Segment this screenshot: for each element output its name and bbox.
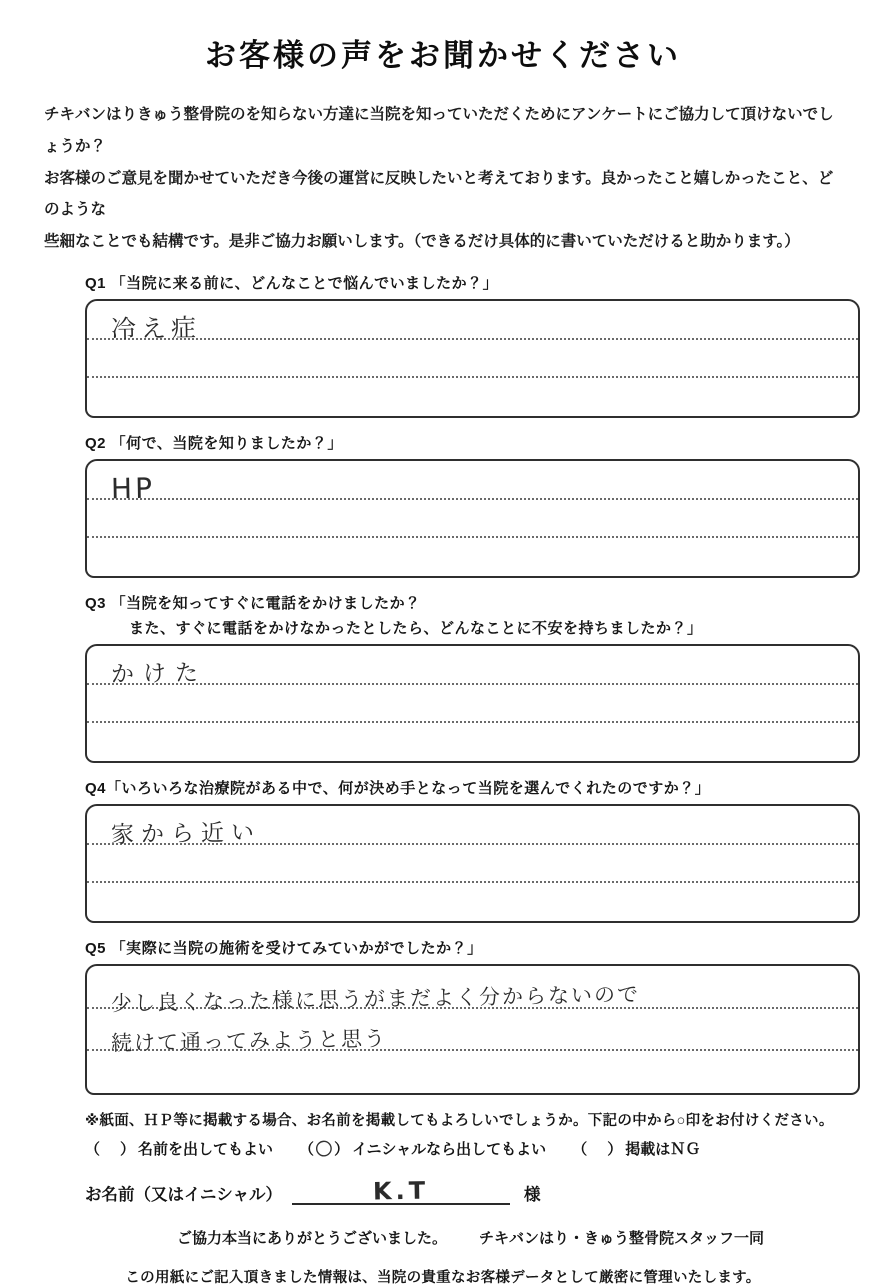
close-paren: ）	[120, 1140, 136, 1158]
page-title: お客様の声をお聞かせください	[205, 38, 681, 74]
answer-line	[87, 462, 858, 506]
question-label-q3-line2: また、すぐに電話をかけなかったとしたら、どんなことに不安を持ちましたか？」	[129, 619, 703, 637]
answer-box-q1	[85, 299, 860, 418]
answer-box-q4	[85, 804, 860, 923]
name-label: お名前（又はイニシャル）	[85, 1185, 283, 1204]
consent-option-ng	[572, 1138, 700, 1159]
handwritten-answer-q1: 冷え症	[110, 313, 202, 344]
consent-option-full-name	[85, 1138, 273, 1159]
close-paren: ）	[334, 1140, 350, 1158]
question-block-q1	[85, 272, 860, 418]
handwritten-initials: K.T	[372, 1176, 430, 1206]
answer-line	[87, 1009, 858, 1056]
open-paren: （	[299, 1140, 315, 1158]
publication-consent-section	[85, 1109, 866, 1159]
consent-option-label: 掲載はＮＧ	[625, 1140, 701, 1158]
thanks-line	[0, 1227, 886, 1248]
consent-note: ※紙面、ＨＰ等に掲載する場合、お名前を掲載してもよろしいでしょうか。下記の中から○印をお付けください。	[85, 1112, 834, 1129]
question-label-q2: Q2 「何で、当院を知りましたか？」	[85, 434, 343, 452]
question-block-q5	[85, 937, 860, 1095]
open-paren: （	[572, 1140, 588, 1158]
consent-option-label: 名前を出してもよい	[138, 1140, 274, 1158]
intro-line-1: チキバンはりきゅう整骨院のを知らない方達に当院を知っていただくためにアンケートにご協力して頂けないでしょうか？	[44, 106, 834, 155]
name-field	[85, 1175, 866, 1205]
answer-line	[87, 685, 858, 723]
answer-box-q2	[85, 459, 860, 578]
answer-line	[87, 538, 858, 576]
circle-mark-empty	[587, 1154, 607, 1155]
answer-line	[87, 723, 858, 761]
name-underline	[292, 1175, 510, 1205]
answer-line	[87, 845, 858, 883]
answer-line	[87, 1051, 858, 1093]
intro-paragraph	[44, 99, 846, 258]
circle-mark-empty	[100, 1154, 120, 1155]
open-paren: （	[85, 1140, 101, 1158]
question-block-q2	[85, 432, 860, 578]
answer-line	[87, 647, 858, 688]
handwritten-answer-q2: HP	[110, 471, 156, 506]
question-block-q4	[85, 777, 860, 923]
handwritten-answer-q5-line2: 続けて通ってみようと思う	[110, 1026, 388, 1056]
handwritten-answer-q5-line1: 少し良くなった様に思うがまだよく分からないので	[110, 982, 641, 1016]
answer-box-q5	[85, 964, 860, 1095]
answer-box-q3	[85, 644, 860, 763]
intro-line-2: お客様のご意見を聞かせていただき今後の運営に反映したいと考えております。良かったこと嬉しかったこと、どのような	[44, 169, 834, 219]
question-block-q3	[85, 592, 860, 763]
answer-line	[87, 967, 858, 1016]
circle-mark-selected: 〇	[314, 1139, 334, 1161]
answer-line	[87, 807, 858, 849]
answer-line	[87, 302, 858, 344]
answer-line	[87, 340, 858, 378]
consent-option-initials	[299, 1138, 546, 1159]
honorific-suffix: 様	[524, 1185, 541, 1204]
close-paren: ）	[607, 1140, 623, 1158]
question-label-q3: Q3 「当院を知ってすぐに電話をかけましたか？	[85, 594, 421, 612]
privacy-note: この用紙にご記入頂きました情報は、当院の貴重なお客様データとして厳密に管理いたします。	[125, 1269, 761, 1286]
question-label-q1: Q1 「当院に来る前に、どんなことで悩んでいましたか？」	[85, 274, 499, 292]
question-label-q5: Q5 「実際に当院の施術を受けてみていかがでしたか？」	[85, 939, 483, 957]
clinic-signature: チキバンはり・きゅう整骨院スタッフ一同	[479, 1229, 765, 1247]
thanks-text: ご協力本当にありがとうございました。	[176, 1229, 447, 1247]
consent-option-label: イニシャルなら出してもよい	[352, 1140, 547, 1158]
answer-line	[87, 500, 858, 538]
handwritten-answer-q4: 家から近い	[110, 819, 262, 849]
consent-options	[85, 1138, 866, 1159]
answer-line	[87, 883, 858, 921]
question-label-q4: Q4「いろいろな治療院がある中で、何が決め手となって当院を選んでくれたのですか？」	[85, 779, 711, 797]
intro-line-3: 些細なことでも結構です。是非ご協力お願いします。（できるだけ具体的に書いていただけると助かります。）	[44, 233, 800, 251]
answer-line	[87, 378, 858, 416]
handwritten-answer-q3: かけた	[110, 659, 208, 688]
